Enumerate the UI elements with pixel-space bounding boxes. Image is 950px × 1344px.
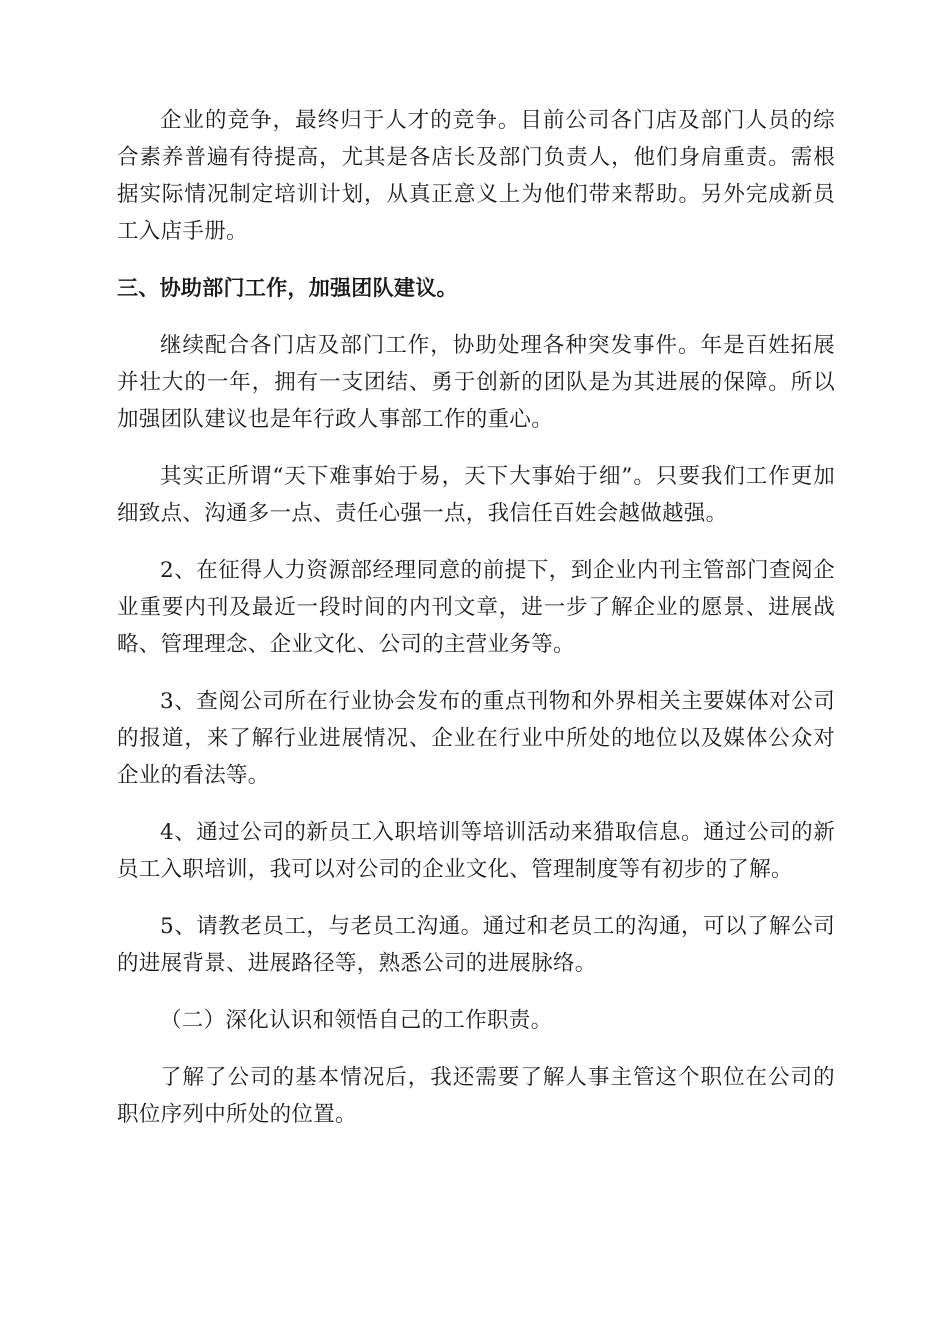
paragraph-details-matter: 其实正所谓“天下难事始于易，天下大事始于细”。只要我们工作更加细致点、沟通多一点、责任心强一点，我信任百姓会越做越强。	[117, 464, 835, 526]
paragraph-team-building: 继续配合各门店及部门工作，协助处理各种突发事件。年是百姓拓展并壮大的一年，拥有一支团结、勇于创新的团队是为其进展的保障。所以加强团队建议也是年行政人事部工作的重心。	[117, 333, 835, 432]
list-item-3-industry-media: 3、查阅公司所在行业协会发布的重点刊物和外界相关主要媒体对公司的报道，来了解行业进展情况、企业在行业中所处的地位以及媒体公众对企业的看法等。	[117, 689, 835, 788]
document-page	[117, 102, 835, 1153]
list-item-5-senior-staff: 5、请教老员工，与老员工沟通。通过和老员工的沟通，可以了解公司的进展背景、进展路径等，熟悉公司的进展脉络。	[117, 914, 835, 976]
paragraph-talent-competition: 企业的竞争，最终归于人才的竞争。目前公司各门店及部门人员的综合素养普遍有待提高，尤其是各店长及部门负责人，他们身肩重责。需根据实际情况制定培训计划，从真正意义上为他们带来帮助。另外完成新员工入店手册。	[117, 108, 835, 244]
subheading-2-job-duties: （二）深化认识和领悟自己的工作职责。	[160, 1008, 553, 1033]
list-item-2-internal-journals: 2、在征得人力资源部经理同意的前提下，到企业内刊主管部门查阅企业重要内刊及最近一段时间的内刊文章，进一步了解企业的愿景、进展战略、管理理念、企业文化、公司的主营业务等。	[117, 558, 835, 657]
section-heading-3: 三、协助部门工作，加强团队建议。	[117, 276, 458, 300]
paragraph-position-understanding: 了解了公司的基本情况后，我还需要了解人事主管这个职位在公司的职位序列中所处的位置。	[117, 1065, 835, 1127]
list-item-4-onboarding-training: 4、通过公司的新员工入职培训等培训活动来猎取信息。通过公司的新员工入职培训，我可以对公司的企业文化、管理制度等有初步的了解。	[117, 820, 835, 882]
